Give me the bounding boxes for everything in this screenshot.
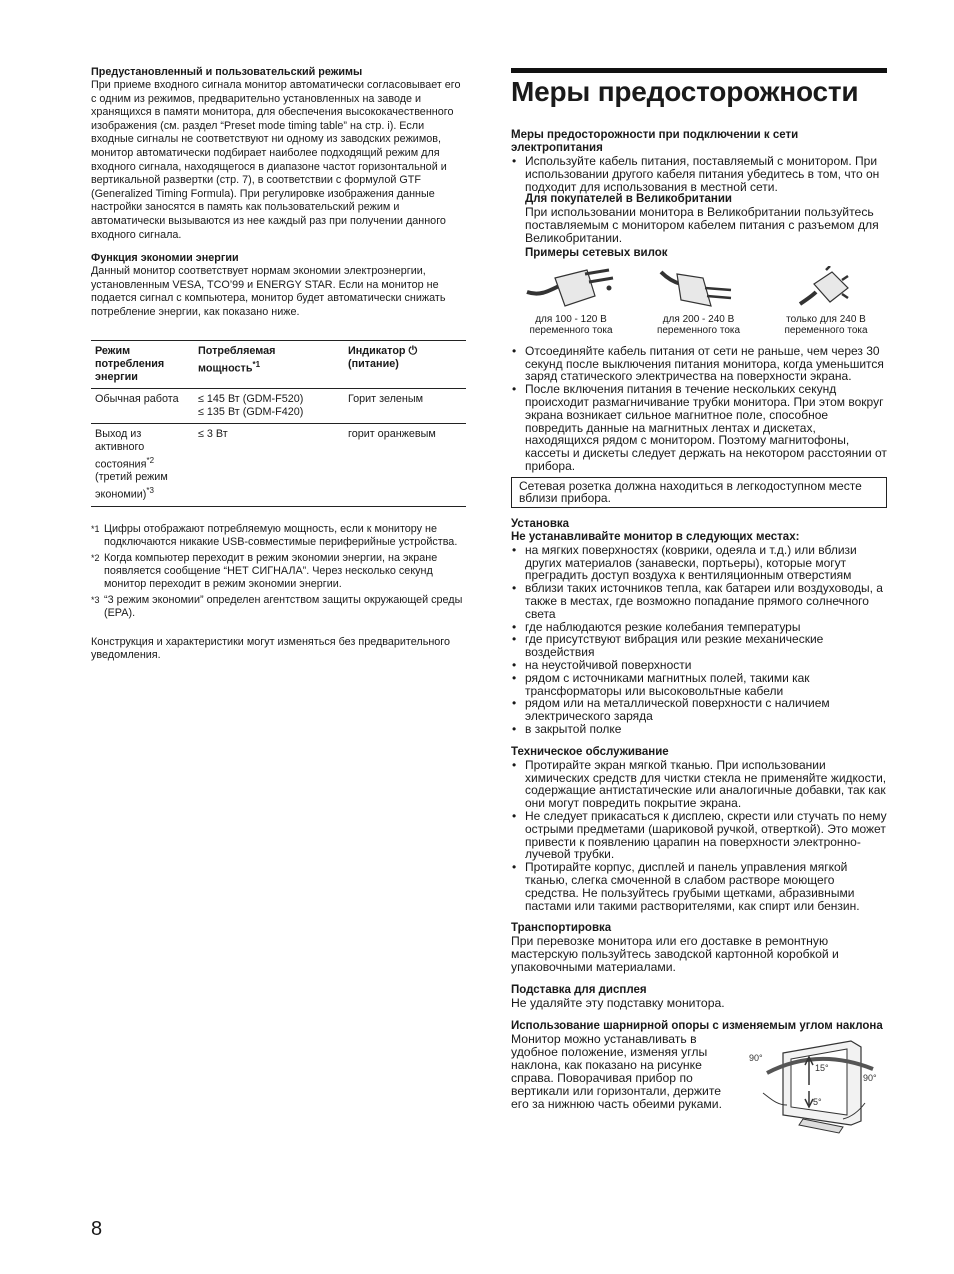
tilt-heading: Использование шарнирной опоры с изменяемым углом наклона	[511, 1020, 883, 1033]
col-mode-header: Режим потребления энергии	[95, 344, 165, 383]
power-heading: Меры предосторожности при подключении к сети электропитания	[511, 129, 799, 154]
maintenance-list	[511, 759, 887, 913]
uk-heading: Для покупателей в Великобритании	[525, 193, 732, 206]
footnote: *2 Когда компьютер переходит в режим экономии энергии, на экране появляется сообщение “НЕТ СИГНАЛА”. Через несколько секунд монитор переходит в режим экономии энергии.	[91, 551, 438, 590]
list-item: • Протирайте корпус, дисплей и панель управления мягкой тканью, слегка смоченной в слабом растворе моющего средства. Не пользуйтесь грубыми щетками, абразивными пастами или такими растворителями, как спирт или бензин.	[511, 861, 887, 912]
list-item: • где присутствуют вибрация или резкие механические воздействия	[511, 633, 887, 659]
modes-heading: Предустановленный и пользовательский режимы	[91, 66, 363, 78]
tilt-label-right: 90°	[863, 1073, 877, 1084]
install-list	[511, 544, 887, 736]
list-item: • вблизи таких источников тепла, как батареи или воздуховоды, а также в местах, где возможно попадание прямого солнечного света	[511, 582, 887, 620]
list-item: • где наблюдаются резкие колебания температуры	[511, 621, 887, 634]
col-indicator-header: Индикатор ⏻ (питание)	[348, 344, 418, 370]
list-item: • рядом с источниками магнитных полей, такими как трансформаторы или высоковольтные кабели	[511, 672, 887, 698]
modes-body: При приеме входного сигнала монитор автоматически согласовывает его с одним из режимов, предварительно установленных на заводе и хранящихся в памяти монитора, для обеспечения высококачественного изображения (см. раздел “Preset mode timing table” на стр. i). Если входные сигналы не соответствуют ни одному из заводских режимов, монитор автоматически подбирает наиболее подходящий режим для входного сигнала, находящегося в диапазоне частот горизонтальной и вертикальной развертки (стр. 7), в соответствии с формулой GTF (Generalized Timing Formula). При регулировке изображения данные настройки заносятся в память как пользовательский режим и автоматически вызываются из нее каждый раз при получении данного входного сигнала.	[91, 79, 461, 241]
power-table	[91, 340, 466, 507]
power-notes-list	[511, 345, 887, 473]
list-item: • После включения питания в течение нескольких секунд происходит размагничивание трубки монитора. При этом вокруг экрана возникает сильное магнитное поле, способное повредить данные на магнитных лентах и дискетах, находящихся рядом с монитором. Поэтому магнитофоны, кассеты и дискеты следует держать на некотором расстоянии от прибора.	[511, 383, 887, 473]
stand-heading: Подставка для дисплея	[511, 984, 647, 997]
transport-body: При перевозке монитора или его доставке в ремонтную мастерскую пользуйтесь заводской картонной коробкой и упаковочными материалами.	[511, 934, 839, 975]
power-table-header	[91, 340, 466, 388]
socket-note-box: Сетевая розетка должна находиться в легкодоступном месте вблизи прибора.	[511, 477, 887, 508]
plug-uk-icon	[796, 266, 856, 310]
page-title: Меры предосторожности	[511, 76, 859, 107]
stand-body: Не удаляйте эту подставку монитора.	[511, 996, 725, 1011]
page-number: 8	[91, 1218, 103, 1240]
row-power: ≤ 3 Вт	[198, 427, 228, 440]
row-indicator: горит оранжевым	[348, 427, 436, 440]
energy-heading: Функция экономии энергии	[91, 252, 239, 265]
plug-example: для 200 - 240 В переменного тока	[639, 266, 759, 337]
row-mode: Выход из активного состояния$^{*2}$ (третий режим экономии)$^{*3}$	[95, 427, 168, 501]
monitor-tilt-illustration	[747, 1033, 887, 1139]
uk-body: При использовании монитора в Великобритании пользуйтесь поставляемым с монитором кабелем питания с разъемом для Великобритании.	[525, 205, 879, 246]
tilt-label-up: 15°	[815, 1063, 829, 1074]
table-row	[91, 388, 466, 423]
list-item: • Отсоединяйте кабель питания от сети не раньше, чем через 30 секунд после выключения питания монитора, когда уменьшится заряд статического электричества на поверхности экрана.	[511, 345, 887, 383]
list-item: • на мягких поверхностях (коврики, одеяла и т.д.) или вблизи других материалов (занавески, портьеры), которые могут преградить доступ воздуха к вентиляционным отверстиям	[511, 544, 887, 582]
list-item: • Протирайте экран мягкой тканью. При использовании химических средств для чистки стекла не применяйте жидкости, содержащие антистатические или аналогичные добавки, так как они могут повредить покрытие экрана.	[511, 759, 887, 810]
maintenance-heading: Техническое обслуживание	[511, 745, 669, 758]
row-indicator: Горит зеленым	[348, 392, 424, 405]
table-row	[91, 423, 466, 506]
row-mode: Обычная работа	[95, 392, 179, 405]
install-heading: Установка	[511, 517, 570, 530]
tilt-label-down: 5°	[813, 1097, 822, 1108]
plug-example: для 100 - 120 В переменного тока	[511, 266, 631, 337]
plugs-heading: Примеры сетевых вилок	[525, 247, 668, 260]
list-item: • на неустойчивой поверхности	[511, 659, 887, 672]
list-item: • Используйте кабель питания, поставляемый с монитором. При использовании другого кабеля питания убедитесь в том, что он подходит для использования в местной сети.	[511, 155, 887, 193]
right-column	[511, 68, 887, 1139]
list-item: • Не следует прикасаться к дисплею, скрести или стучать по нему острыми предметами (шариковой ручкой, отверткой). Это может привести к появлению царапин на поверхности электронно-лучевой трубки.	[511, 810, 887, 861]
tilt-label-left: 90°	[749, 1053, 763, 1064]
left-column	[91, 66, 466, 663]
col-power-header: Потребляемая мощность$^{*1}$	[198, 344, 276, 375]
tilt-section	[511, 1033, 887, 1139]
list-item: • рядом или на металлической поверхности с наличием электрического заряда	[511, 697, 887, 723]
plug-eu-icon	[659, 266, 739, 310]
plug-examples	[511, 266, 886, 337]
row-power: ≤ 145 Вт (GDM-F520) ≤ 135 Вт (GDM-F420)	[198, 392, 304, 418]
footnotes	[91, 523, 466, 620]
disclaimer: Конструкция и характеристики могут изменяться без предварительного уведомления.	[91, 635, 450, 662]
energy-body: Данный монитор соответствует нормам экономии электроэнергии, установленным VESA, TCO’99 и ENERGY STAR. Если на монитор не подается сигнал с компьютера, монитор будет автоматически снижать потребление энергии, как показано ниже.	[91, 265, 446, 318]
power-list	[511, 155, 887, 193]
plug-example: только для 240 В переменного тока	[766, 266, 886, 337]
list-item: • в закрытой полке	[511, 723, 887, 736]
title-rule	[511, 68, 887, 73]
install-subheading: Не устанавливайте монитор в следующих местах:	[511, 530, 800, 543]
footnote: *1 Цифры отображают потребляемую мощность, если к монитору не подключаются никакие USB-совместимые периферийные устройства.	[91, 522, 458, 548]
plug-us-icon	[525, 266, 617, 310]
transport-heading: Транспортировка	[511, 922, 612, 935]
footnote: *3 “3 режим экономии” определен агентством защиты окружающей среды (ЕРА).	[91, 593, 463, 619]
tilt-body: Монитор можно устанавливать в удобное положение, изменяя углы наклона, как показано на рисунке справа. Поворачивая прибор по вертикали или горизонтали, держите его за нижнюю часть обеими руками.	[511, 1032, 722, 1112]
